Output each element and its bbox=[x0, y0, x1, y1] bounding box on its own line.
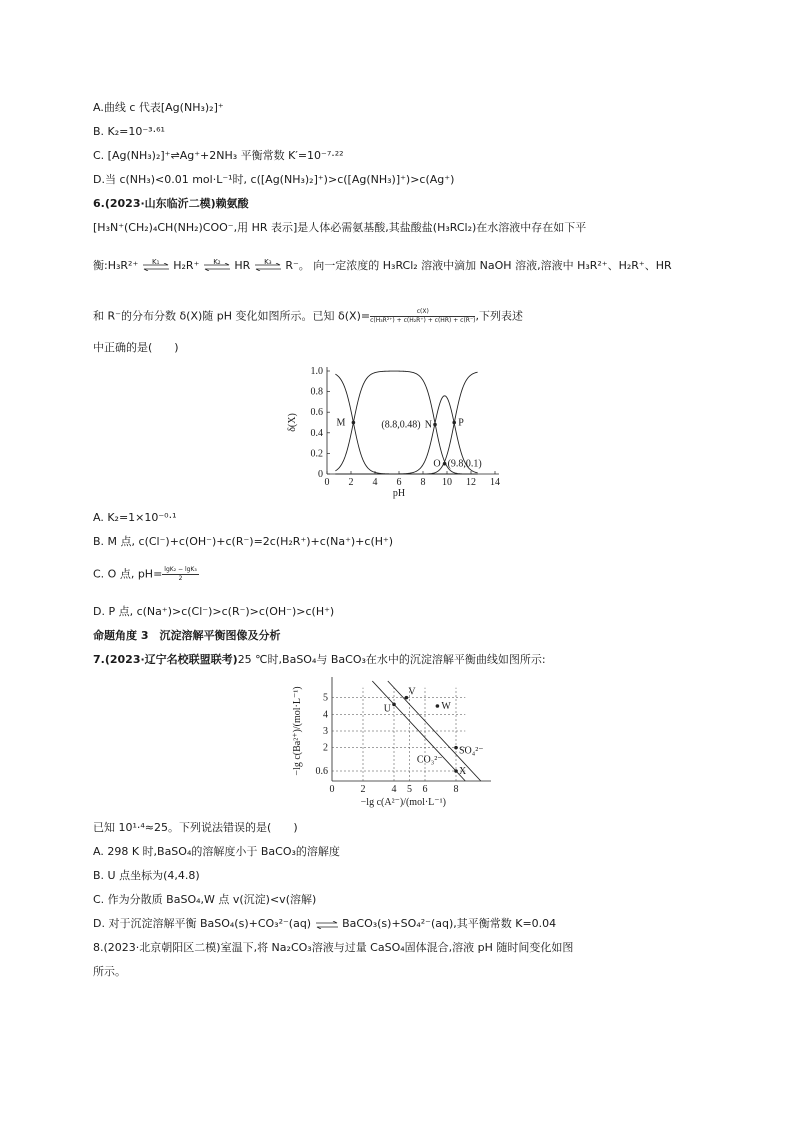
y-tick-label: 0 bbox=[318, 469, 323, 480]
q7-option-b: B. U 点坐标为(4,4.8) bbox=[93, 869, 200, 882]
x-tick-label: 0 bbox=[329, 784, 335, 795]
ph-denominator: 2 bbox=[178, 575, 183, 582]
point-label: (9.8,0.1) bbox=[447, 458, 482, 470]
q5-option-a: A.曲线 c 代表[Ag(NH₃)₂]⁺ bbox=[93, 101, 224, 114]
k2-label: K₂ bbox=[213, 258, 221, 266]
q7-option-a: A. 298 K 时,BaSO₄的溶解度小于 BaCO₃的溶解度 bbox=[93, 845, 340, 858]
q7-option-c: C. 作为分散质 BaSO₄,W 点 v(沉淀)<v(溶解) bbox=[93, 893, 317, 906]
point-label: N bbox=[424, 419, 432, 431]
q7-option-d bbox=[93, 916, 556, 932]
equilibrium-arrow-k3 bbox=[254, 259, 282, 273]
point-label: W bbox=[441, 701, 451, 712]
y-tick-label: 0.8 bbox=[310, 386, 323, 398]
point-label: M bbox=[336, 417, 346, 429]
y-tick-label: 0.6 bbox=[310, 407, 323, 419]
line-1 bbox=[372, 681, 465, 781]
y-tick-label: 4 bbox=[323, 709, 328, 721]
y-tick-label: 0.4 bbox=[310, 427, 323, 439]
x-tick-label: 8 bbox=[420, 477, 426, 488]
q6-stem-line4: 中正确的是( ) bbox=[93, 341, 179, 354]
q7-stem-text: 25 ℃时,BaSO₄与 BaCO₃在水中的沉淀溶解平衡曲线如图所示: bbox=[237, 653, 546, 666]
point-P bbox=[452, 421, 456, 425]
q6-option-c-prefix: C. O 点, pH= bbox=[93, 567, 163, 581]
chart2-points bbox=[384, 687, 484, 777]
q7-option-d-prefix: D. 对于沉淀溶解平衡 BaSO₄(s)+CO₃²⁻(aq) bbox=[93, 917, 312, 930]
x-tick-label: 12 bbox=[466, 477, 476, 488]
q6-stem-line2-suffix: 向一定浓度的 H₃RCl₂ 溶液中滴加 NaOH 溶液,溶液中 H₃R²⁺、H₂R⁺、HR bbox=[313, 259, 672, 272]
point-so4 bbox=[454, 746, 458, 750]
equilibrium-arrow-k2 bbox=[203, 259, 231, 273]
y-tick-label: 2 bbox=[323, 742, 328, 754]
chart-distribution-fraction bbox=[285, 362, 515, 502]
y-tick-label: 0.2 bbox=[310, 448, 323, 460]
point-label: P bbox=[458, 417, 464, 429]
q6-option-c bbox=[93, 566, 199, 583]
q6-option-d: D. P 点, c(Na⁺)>c(Cl⁻)>c(R⁻)>c(OH⁻)>c(H⁺) bbox=[93, 605, 335, 618]
q5-option-c: C. [Ag(NH₃)₂]⁺⇌Ag⁺+2NH₃ 平衡常数 K′=10⁻⁷·²² bbox=[93, 149, 344, 162]
chart2-axes bbox=[292, 677, 491, 808]
section-heading: 命题角度 3 沉淀溶解平衡图像及分析 bbox=[93, 629, 281, 642]
point-label: U bbox=[383, 703, 391, 715]
x-tick-label: 8 bbox=[453, 784, 459, 795]
chart-precipitation-equilibrium bbox=[292, 676, 502, 816]
point-label: V bbox=[408, 686, 416, 698]
x-tick-label: 6 bbox=[422, 784, 428, 795]
y-tick-label: 3 bbox=[323, 726, 328, 737]
x-tick-label: 2 bbox=[360, 784, 366, 795]
q6-stem-line2 bbox=[93, 258, 672, 274]
ph-numerator: lgK₂ − lgK₃ bbox=[164, 566, 197, 573]
y-axis-label: δ(X) bbox=[287, 413, 298, 432]
equilibrium-arrow-k1 bbox=[142, 259, 170, 273]
equilibrium-arrow bbox=[315, 917, 339, 931]
x-tick-label: 10 bbox=[442, 477, 452, 488]
q6-title: 6.(2023·山东临沂二模)赖氨酸 bbox=[93, 197, 249, 210]
point-label: SO₄²⁻ bbox=[459, 745, 484, 757]
point-X bbox=[454, 769, 458, 773]
y-axis-label: −lg c(Ba²⁺)/(mol·L⁻¹) bbox=[292, 686, 303, 776]
q8-stem-line2: 所示。 bbox=[93, 965, 126, 978]
x-axis-label: pH bbox=[392, 488, 406, 499]
q6-option-b: B. M 点, c(Cl⁻)+c(OH⁻)+c(R⁻)=2c(H₂R⁺)+c(Na⁺)+c(H⁺) bbox=[93, 535, 394, 548]
x-tick-label: 6 bbox=[396, 477, 402, 488]
y-tick-label: 1.0 bbox=[310, 366, 323, 377]
q6-species-r: R⁻。 bbox=[285, 259, 310, 272]
delta-fraction bbox=[370, 308, 475, 325]
point-M bbox=[352, 421, 356, 425]
q6-species-h3r: 衡:H₃R²⁺ bbox=[93, 259, 139, 272]
q5-option-d: D.当 c(NH₃)<0.01 mol·L⁻¹时, c([Ag(NH₃)₂]⁺)>c([Ag(NH₃)]⁺)>c(Ag⁺) bbox=[93, 173, 455, 186]
q8-stem-line1: 8.(2023·北京朝阳区二模)室温下,将 Na₂CO₃溶液与过量 CaSO₄固体混合,溶液 pH 随时间变化如图 bbox=[93, 941, 574, 954]
q7-stem bbox=[93, 652, 546, 668]
point-label: (8.8,0.48) bbox=[381, 419, 421, 431]
q6-line3-suffix: ,下列表述 bbox=[475, 309, 523, 323]
x-tick-label: 0 bbox=[324, 477, 330, 488]
y-tick-label: 5 bbox=[323, 692, 328, 704]
q6-species-hr: HR bbox=[234, 259, 251, 272]
q6-stem-line1: [H₃N⁺(CH₂)₄CH(NH₂)COO⁻,用 HR 表示]是人体必需氨基酸,其盐酸盐(H₃RCl₂)在水溶液中存在如下平 bbox=[93, 221, 587, 234]
q7-option-d-suffix: BaCO₃(s)+SO₄²⁻(aq),其平衡常数 K=0.04 bbox=[342, 917, 557, 930]
q7-given: 已知 10¹·⁴≈25。下列说法错误的是( ) bbox=[93, 821, 298, 834]
x-tick-label: 4 bbox=[372, 477, 378, 488]
q6-species-h2r: H₂R⁺ bbox=[173, 259, 200, 272]
x-tick-label: 14 bbox=[490, 477, 500, 488]
point-label: CO₃²⁻ bbox=[416, 754, 443, 766]
q5-option-b: B. K₂=10⁻³·⁶¹ bbox=[93, 125, 165, 138]
point-U bbox=[392, 703, 396, 707]
x-axis-label: −lg c(A²⁻)/(mol·L⁻¹) bbox=[360, 797, 446, 808]
delta-numerator: c(X) bbox=[370, 308, 475, 317]
x-tick-label: 2 bbox=[348, 477, 354, 488]
q6-option-a: A. K₂=1×10⁻⁰·¹ bbox=[93, 511, 177, 524]
k1-label: K₁ bbox=[152, 258, 160, 266]
point-label: X bbox=[459, 766, 467, 777]
point-O bbox=[443, 462, 447, 466]
point-W bbox=[436, 704, 440, 708]
chart1-axes bbox=[287, 366, 500, 499]
q7-title: 7.(2023·辽宁名校联盟联考) bbox=[93, 653, 238, 666]
y-tick-label: 0.6 bbox=[315, 766, 328, 777]
q6-line3-prefix: 和 R⁻的分布分数 δ(X)随 pH 变化如图所示。已知 δ(X)= bbox=[93, 309, 371, 323]
point-N bbox=[433, 423, 437, 427]
x-tick-label: 5 bbox=[407, 784, 412, 795]
x-tick-label: 4 bbox=[391, 784, 397, 795]
ph-fraction bbox=[162, 566, 198, 583]
point-label: O bbox=[433, 458, 441, 470]
delta-denominator: c(H₃R²⁺) + c(H₂R⁺) + c(HR) + c(R⁻) bbox=[370, 317, 476, 324]
q6-stem-line3 bbox=[93, 308, 523, 325]
k3-label: K₃ bbox=[264, 258, 272, 266]
